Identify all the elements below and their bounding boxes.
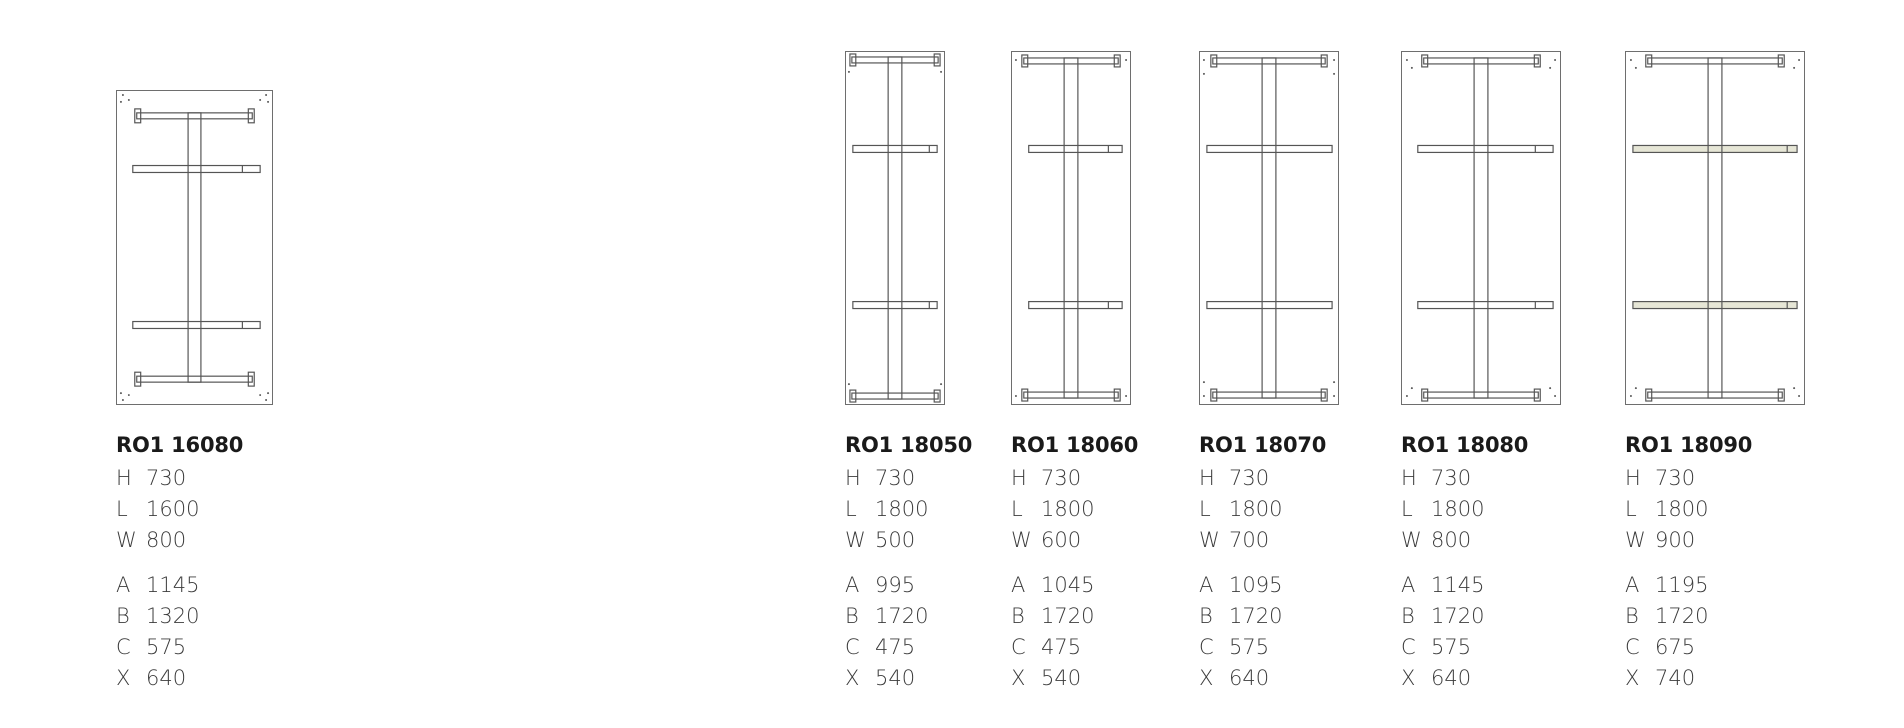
table-plan-drawing [1625, 51, 1805, 405]
table-frame-drawing [117, 91, 272, 404]
spec-x: X 640 [116, 666, 187, 690]
spec-w: W 600 [1011, 528, 1082, 552]
table-plan-drawing [1199, 51, 1339, 405]
model-code: RO1 16080 [116, 433, 244, 457]
table-plan-drawing [1011, 51, 1131, 405]
spec-l: L 1800 [845, 497, 929, 521]
spec-c: C 575 [1199, 635, 1270, 659]
spec-l: L 1800 [1625, 497, 1709, 521]
spec-h: H 730 [116, 466, 187, 490]
spec-l: L 1800 [1011, 497, 1095, 521]
spec-a: A 1045 [1011, 573, 1095, 597]
table-frame-drawing [846, 52, 944, 404]
spec-b: B 1720 [1401, 604, 1485, 628]
spec-c: C 575 [116, 635, 187, 659]
spec-a: A 1195 [1625, 573, 1709, 597]
spec-a: A 1145 [116, 573, 200, 597]
spec-x: X 540 [1011, 666, 1082, 690]
spec-c: C 675 [1625, 635, 1696, 659]
spec-l: L 1600 [116, 497, 200, 521]
table-plan-drawing [116, 90, 273, 405]
spec-h: H 730 [845, 466, 916, 490]
table-frame-drawing [1012, 52, 1130, 404]
spec-x: X 540 [845, 666, 916, 690]
model-code: RO1 18090 [1625, 433, 1753, 457]
spec-c: C 475 [845, 635, 916, 659]
spec-h: H 730 [1011, 466, 1082, 490]
spec-x: X 640 [1401, 666, 1472, 690]
spec-x: X 740 [1625, 666, 1696, 690]
spec-c: C 575 [1401, 635, 1472, 659]
table-plan-drawing [845, 51, 945, 405]
spec-a: A 1145 [1401, 573, 1485, 597]
spec-h: H 730 [1199, 466, 1270, 490]
model-code: RO1 18070 [1199, 433, 1327, 457]
spec-w: W 500 [845, 528, 916, 552]
model-code: RO1 18060 [1011, 433, 1139, 457]
spec-w: W 900 [1625, 528, 1696, 552]
spec-x: X 640 [1199, 666, 1270, 690]
spec-b: B 1320 [116, 604, 200, 628]
spec-l: L 1800 [1199, 497, 1283, 521]
model-code: RO1 18050 [845, 433, 973, 457]
spec-b: B 1720 [1199, 604, 1283, 628]
spec-b: B 1720 [845, 604, 929, 628]
spec-w: W 700 [1199, 528, 1270, 552]
spec-l: L 1800 [1401, 497, 1485, 521]
spec-h: H 730 [1401, 466, 1472, 490]
spec-h: H 730 [1625, 466, 1696, 490]
table-frame-drawing [1200, 52, 1338, 404]
table-frame-drawing [1402, 52, 1560, 404]
spec-a: A 995 [845, 573, 916, 597]
spec-a: A 1095 [1199, 573, 1283, 597]
spec-b: B 1720 [1011, 604, 1095, 628]
table-plan-drawing [1401, 51, 1561, 405]
spec-b: B 1720 [1625, 604, 1709, 628]
spec-w: W 800 [116, 528, 187, 552]
model-code: RO1 18080 [1401, 433, 1529, 457]
table-frame-drawing [1626, 52, 1804, 404]
spec-c: C 475 [1011, 635, 1082, 659]
spec-w: W 800 [1401, 528, 1472, 552]
